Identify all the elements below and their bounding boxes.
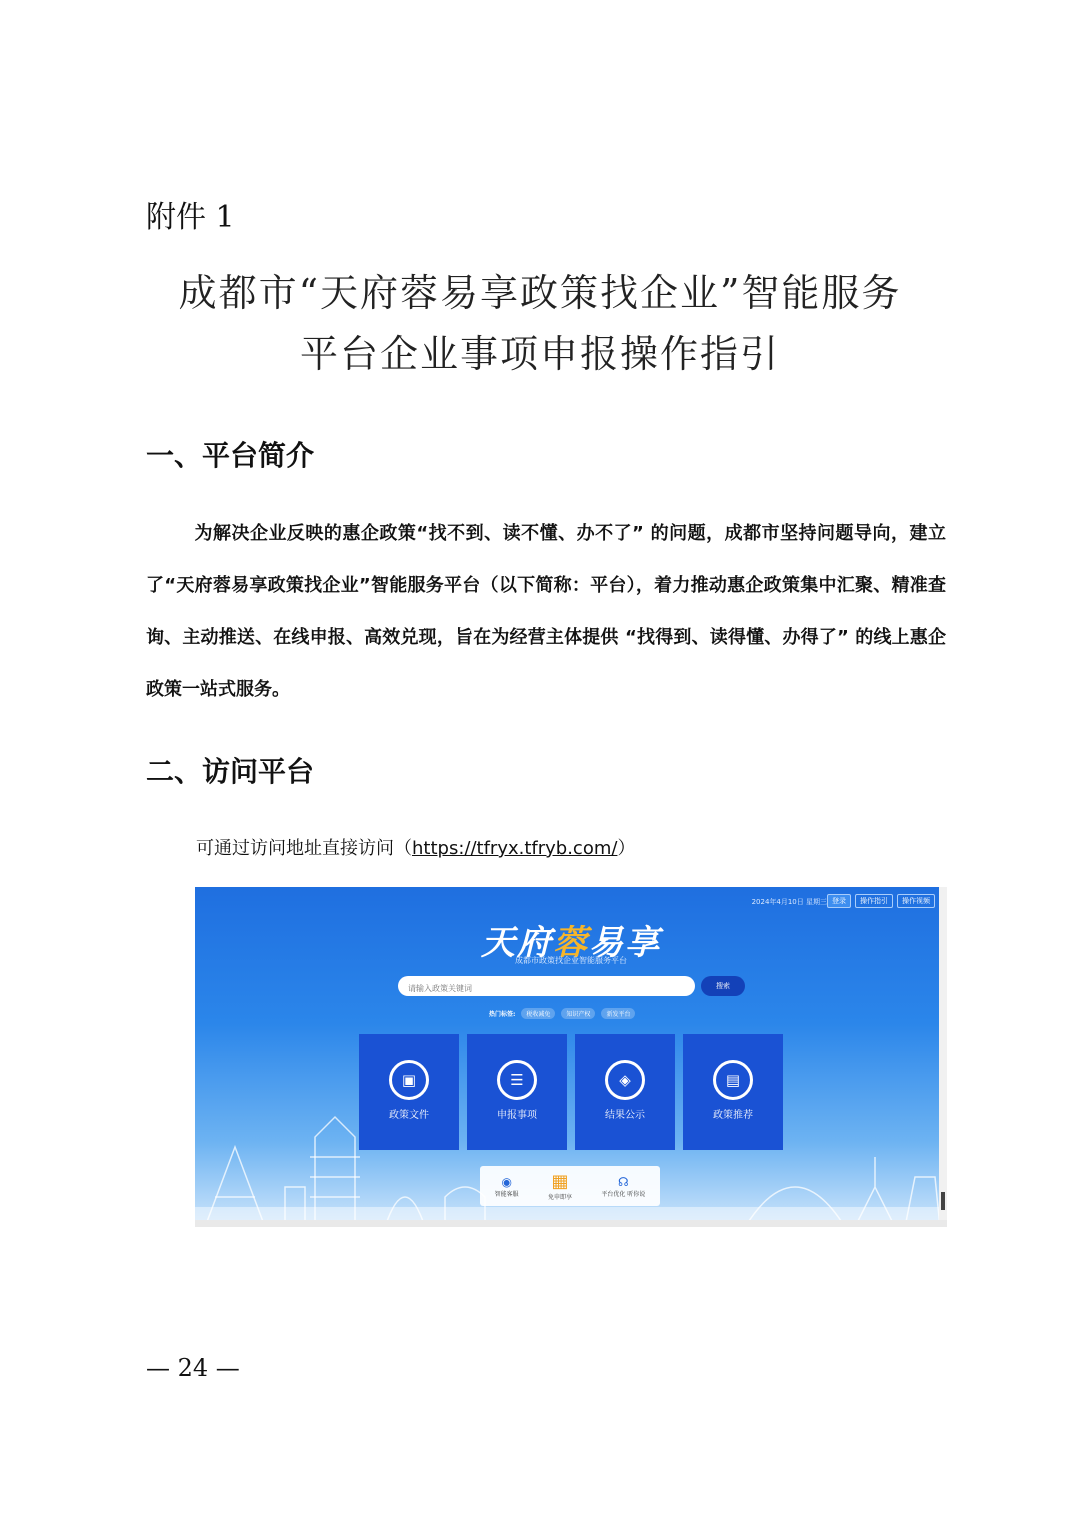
video-button[interactable]: 操作视频 [897, 894, 935, 908]
dock-smart-service[interactable] [495, 1175, 519, 1198]
dock-exempt-apply[interactable] [548, 1171, 572, 1201]
weekday-text: 星期三 [806, 898, 827, 906]
hot-tags-label: 热门标签: [489, 1011, 516, 1018]
guide-button[interactable]: 操作指引 [855, 894, 893, 908]
hot-tags [489, 1008, 635, 1019]
tile-application-items[interactable] [467, 1034, 567, 1150]
section1-paragraph [146, 508, 946, 716]
tile-result-announcement[interactable] [575, 1034, 675, 1150]
platform-screenshot [195, 887, 947, 1227]
section1-body: 为解决企业反映的惠企政策“找不到、读不懂、办不了” 的问题，成都市坚持问题导向，建立了“天府蓉易享政策找企业”智能服务平台（以下简称：平台），着力推动惠企政策集中汇聚、精准查询、主动推送、在线申报、高效兑现，旨在为经营主体提供 “找得到、读得懂、办得了” 的线上惠企政策一站式服务。 [146, 523, 946, 700]
dock-label: 免申即享 [548, 1194, 573, 1201]
access-line [196, 834, 635, 860]
hot-tag[interactable]: 税收减免 [521, 1008, 555, 1019]
login-button[interactable]: 登录 [827, 894, 851, 908]
scrollbar-thumb[interactable] [941, 1192, 945, 1210]
platform-url-link[interactable]: https://tfryx.tfryb.com/ [412, 838, 618, 859]
search-input[interactable] [398, 979, 698, 999]
hot-tag[interactable]: 新发平台 [601, 1008, 635, 1019]
document-title-line2: 平台企业事项申报操作指引 [299, 332, 780, 376]
section2-heading: 二、访问平台 [146, 755, 315, 788]
access-suffix: ） [617, 838, 636, 859]
tile-label: 申报事项 [497, 1110, 537, 1121]
dock-label: 平台优化 听你说 [601, 1190, 646, 1198]
annex-label: 附件 1 [146, 200, 235, 235]
dock-label: 智能客服 [494, 1190, 519, 1198]
section1-heading: 一、平台简介 [146, 439, 315, 472]
logo-part2: 易享 [589, 923, 661, 963]
feature-tiles [359, 1034, 783, 1150]
result-icon: ◈ [605, 1060, 645, 1100]
document-title-line1: 成都市“天府蓉易享政策找企业”智能服务 [178, 271, 902, 315]
chat-icon: ◉ [501, 1174, 512, 1189]
tile-label: 结果公示 [605, 1110, 645, 1121]
vertical-scrollbar[interactable] [939, 887, 947, 1227]
search-box [398, 976, 695, 996]
logo-highlight: 蓉 [553, 923, 589, 963]
date-display [752, 897, 827, 907]
horizontal-scrollbar[interactable] [195, 1220, 947, 1227]
tile-label: 政策推荐 [713, 1110, 753, 1121]
tile-label: 政策文件 [389, 1110, 429, 1121]
ear-icon: ☊ [618, 1174, 629, 1189]
quick-dock [480, 1166, 660, 1206]
dock-feedback[interactable] [601, 1175, 645, 1198]
platform-subtitle: 成都市政策找企业智能服务平台 [515, 956, 627, 965]
page-number: — 24 — [146, 1354, 240, 1382]
access-prefix: 可通过访问地址直接访问（ [196, 838, 412, 859]
date-text: 2024年4月10日 [751, 898, 804, 906]
tile-policy-documents[interactable] [359, 1034, 459, 1150]
logo-part1: 天府 [481, 923, 553, 963]
hot-tag[interactable]: 知识产权 [561, 1008, 595, 1019]
document-icon: ▣ [389, 1060, 429, 1100]
search-button[interactable]: 搜索 [701, 976, 745, 996]
top-button-group [827, 894, 935, 908]
tile-policy-recommendation[interactable] [683, 1034, 783, 1150]
list-icon: ☰ [497, 1060, 537, 1100]
stack-icon: ▦ [551, 1171, 569, 1192]
recommend-icon: ▤ [713, 1060, 753, 1100]
